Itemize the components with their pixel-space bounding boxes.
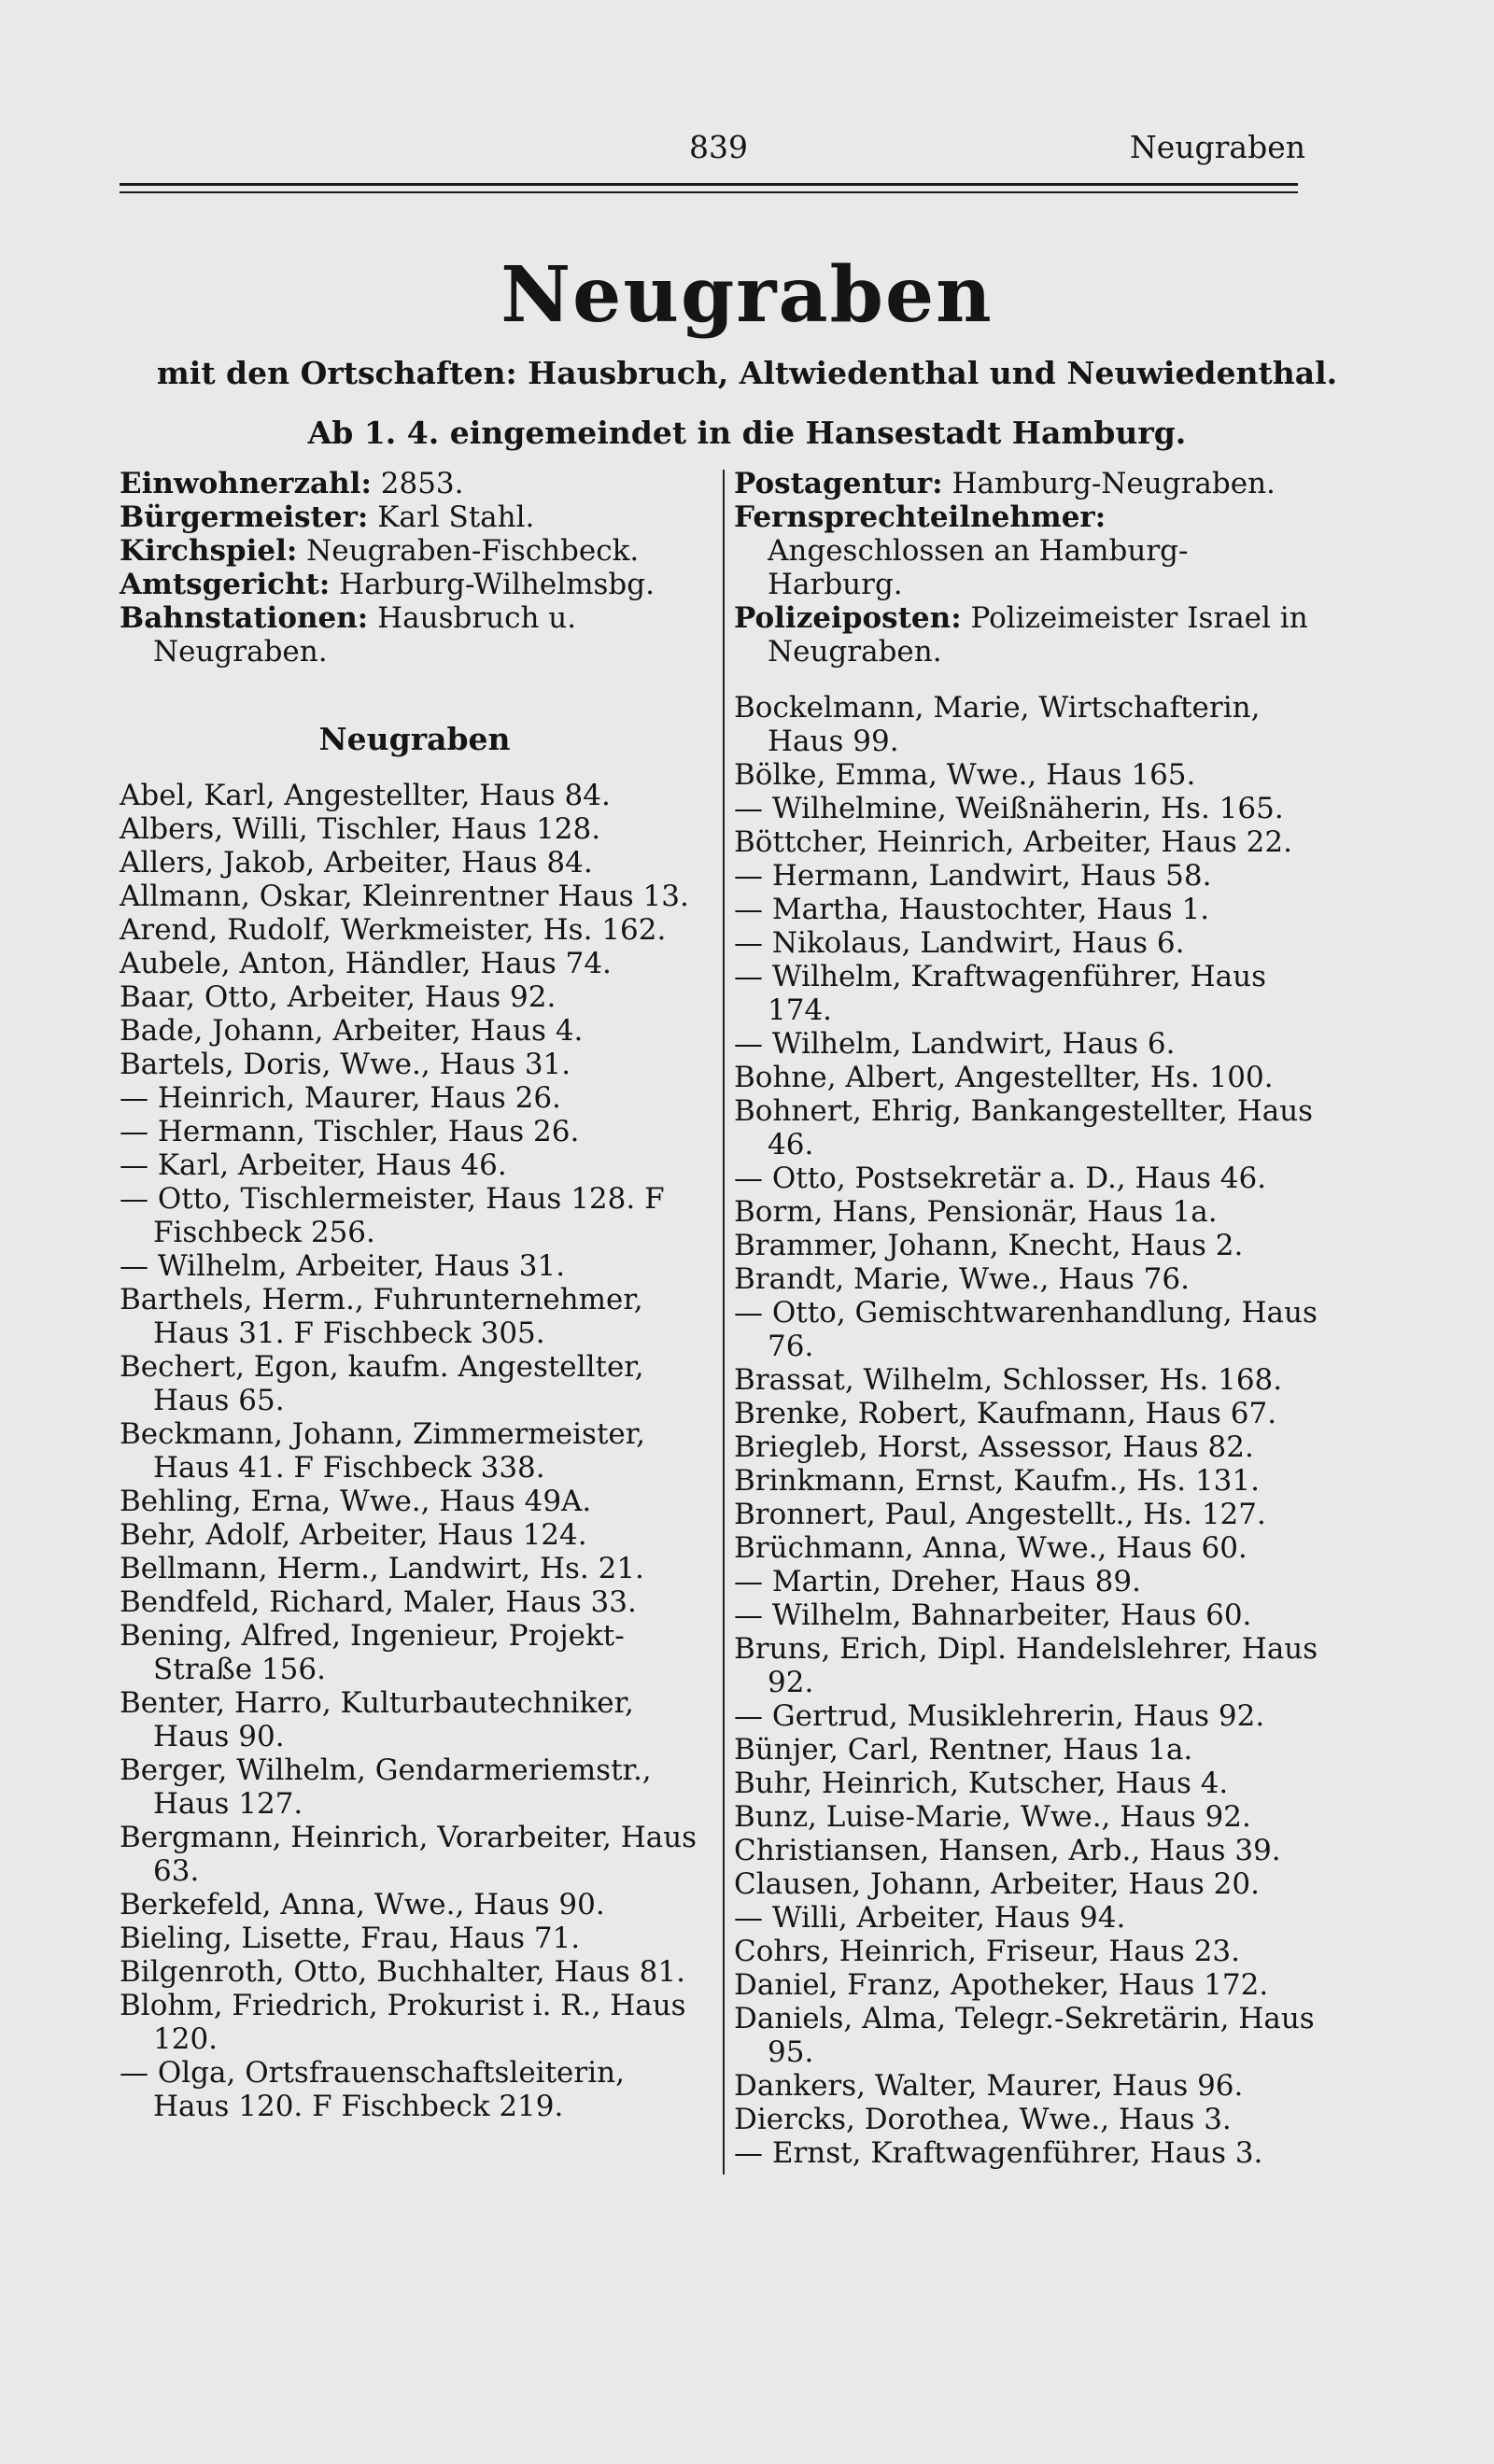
- directory-entry: Brinkmann, Ernst, Kaufm., Hs. 131.: [734, 1464, 1260, 1498]
- directory-entry: Aubele, Anton, Händler, Haus 74.: [120, 947, 612, 980]
- section-heading: Neugraben: [318, 721, 511, 757]
- directory-entry: Böttcher, Heinrich, Arbeiter, Haus 22.: [734, 825, 1292, 859]
- right-column: [734, 467, 1322, 2170]
- directory-entry: — Wilhelm, Arbeiter, Haus 31.: [120, 1249, 566, 1283]
- info-key: Postagentur:: [734, 467, 943, 500]
- info-key: Polizeiposten:: [734, 601, 962, 635]
- directory-entry: Buhr, Heinrich, Kutscher, Haus 4.: [734, 1767, 1229, 1800]
- directory-entry: Benter, Harro, Kulturbautechniker, Haus 90.: [120, 1686, 634, 1753]
- info-row: [120, 601, 710, 669]
- right-entry-list: [734, 691, 1322, 2170]
- directory-entry: — Willi, Arbeiter, Haus 94.: [734, 1901, 1126, 1935]
- info-key: Kirchspiel:: [120, 534, 298, 568]
- directory-entry: — Heinrich, Maurer, Haus 26.: [120, 1081, 561, 1115]
- info-row: [120, 534, 710, 568]
- directory-entry: Bechert, Egon, kaufm. Angestellter, Haus 65.: [120, 1350, 644, 1417]
- directory-entry: Bieling, Lisette, Frau, Haus 71.: [120, 1922, 581, 1955]
- info-key: Bahnstationen:: [120, 601, 369, 635]
- directory-entry: — Hermann, Tischler, Haus 26.: [120, 1115, 580, 1148]
- directory-entry: Diercks, Dorothea, Wwe., Haus 3.: [734, 2103, 1232, 2136]
- directory-entry: Arend, Rudolf, Werkmeister, Hs. 162.: [120, 913, 667, 947]
- directory-entry: — Hermann, Landwirt, Haus 58.: [734, 859, 1212, 893]
- page-number: 839: [689, 129, 748, 165]
- info-value: Karl Stahl.: [368, 500, 535, 534]
- page-title: Neugraben: [500, 250, 994, 340]
- info-value: 2853.: [371, 467, 464, 500]
- directory-entry: Bendfeld, Richard, Maler, Haus 33.: [120, 1585, 637, 1619]
- directory-entry: Borm, Hans, Pensionär, Haus 1a.: [734, 1195, 1218, 1229]
- info-value: Hamburg-Neugraben.: [942, 467, 1276, 500]
- directory-entry: Brandt, Marie, Wwe., Haus 76.: [734, 1262, 1190, 1296]
- directory-entry: Albers, Willi, Tischler, Haus 128.: [120, 812, 601, 846]
- directory-entry: — Gertrud, Musiklehrerin, Haus 92.: [734, 1699, 1265, 1733]
- info-row: [734, 467, 1322, 500]
- info-key: Amtsgericht:: [120, 568, 331, 601]
- info-key: Bürgermeister:: [120, 500, 369, 534]
- info-row: [734, 601, 1322, 669]
- directory-entry: Behling, Erna, Wwe., Haus 49A.: [120, 1485, 592, 1518]
- directory-entry: Dankers, Walter, Maurer, Haus 96.: [734, 2069, 1244, 2103]
- directory-entry: Bergmann, Heinrich, Vorarbeiter, Haus 63.: [120, 1821, 698, 1888]
- directory-entry: Briegleb, Horst, Assessor, Haus 82.: [734, 1430, 1254, 1464]
- directory-entry: Daniels, Alma, Telegr.-Sekretärin, Haus 95.: [734, 2002, 1315, 2069]
- directory-entry: Bünjer, Carl, Rentner, Haus 1a.: [734, 1733, 1193, 1767]
- directory-entry: Bohne, Albert, Angestellter, Hs. 100.: [734, 1061, 1274, 1094]
- info-value: Angeschlossen an Hamburg-Harburg.: [768, 534, 1189, 601]
- directory-entry: Christiansen, Hansen, Arb., Haus 39.: [734, 1834, 1281, 1867]
- directory-entry: — Nikolaus, Landwirt, Haus 6.: [734, 926, 1185, 960]
- directory-entry: Bellmann, Herm., Landwirt, Hs. 21.: [120, 1552, 644, 1585]
- directory-entry: Beckmann, Johann, Zimmermeister, Haus 41. F Fischbeck 338.: [120, 1417, 646, 1485]
- directory-entry: Bruns, Erich, Dipl. Handelslehrer, Haus 92.: [734, 1632, 1318, 1699]
- incorporation-note: Ab 1. 4. eingemeindet in die Hansestadt Hamburg.: [307, 415, 1187, 451]
- directory-entry: Brüchmann, Anna, Wwe., Haus 60.: [734, 1531, 1247, 1565]
- directory-entry: Brassat, Wilhelm, Schlosser, Hs. 168.: [734, 1363, 1283, 1397]
- directory-entry: — Wilhelm, Kraftwagenführer, Haus 174.: [734, 960, 1266, 1027]
- directory-entry: — Otto, Gemischtwarenhandlung, Haus 76.: [734, 1296, 1318, 1363]
- directory-entry: Cohrs, Heinrich, Friseur, Haus 23.: [734, 1935, 1240, 1968]
- directory-entry: Bohnert, Ehrig, Bankangestellter, Haus 46.: [734, 1094, 1314, 1162]
- directory-entry: Bronnert, Paul, Angestellt., Hs. 127.: [734, 1498, 1266, 1531]
- header-rule-thick: [120, 183, 1298, 186]
- directory-entry: Bunz, Luise-Marie, Wwe., Haus 92.: [734, 1800, 1251, 1834]
- directory-entry: — Ernst, Kraftwagenführer, Haus 3.: [734, 2136, 1263, 2170]
- directory-entry: Brenke, Robert, Kaufmann, Haus 67.: [734, 1397, 1277, 1430]
- info-row: [120, 500, 710, 534]
- info-row: [120, 568, 710, 601]
- directory-entry: Brammer, Johann, Knecht, Haus 2.: [734, 1229, 1244, 1262]
- directory-entry: Blohm, Friedrich, Prokurist i. R., Haus 120.: [120, 1989, 686, 2056]
- running-head: Neugraben: [1129, 129, 1305, 165]
- directory-entry: Bölke, Emma, Wwe., Haus 165.: [734, 758, 1196, 792]
- directory-entry: Baar, Otto, Arbeiter, Haus 92.: [120, 980, 557, 1014]
- directory-entry: Abel, Karl, Angestellter, Haus 84.: [120, 779, 611, 812]
- directory-entry: — Karl, Arbeiter, Haus 46.: [120, 1148, 507, 1182]
- column-divider: [723, 470, 725, 2175]
- directory-entry: Berkefeld, Anna, Wwe., Haus 90.: [120, 1888, 605, 1922]
- directory-entry: — Otto, Tischlermeister, Haus 128. F Fischbeck 256.: [120, 1182, 665, 1249]
- directory-entry: — Martha, Haustochter, Haus 1.: [734, 893, 1210, 926]
- directory-entry: — Otto, Postsekretär a. D., Haus 46.: [734, 1162, 1267, 1195]
- directory-entry: Daniel, Franz, Apotheker, Haus 172.: [734, 1968, 1269, 2002]
- directory-entry: Bening, Alfred, Ingenieur, Projekt-Straße 156.: [120, 1619, 625, 1686]
- directory-entry: Bade, Johann, Arbeiter, Haus 4.: [120, 1014, 584, 1048]
- directory-entry: Bartels, Doris, Wwe., Haus 31.: [120, 1048, 571, 1081]
- directory-entry: — Martin, Dreher, Haus 89.: [734, 1565, 1141, 1598]
- page-subtitle: mit den Ortschaften: Hausbruch, Altwiedenthal und Neuwiedenthal.: [156, 355, 1338, 391]
- directory-entry: Berger, Wilhelm, Gendarmeriemstr., Haus 127.: [120, 1753, 652, 1821]
- directory-entry: Behr, Adolf, Arbeiter, Haus 124.: [120, 1518, 587, 1552]
- left-column: [120, 467, 710, 2123]
- info-key: Einwohnerzahl:: [120, 467, 372, 500]
- info-row: [734, 500, 1322, 601]
- directory-entry: — Wilhelm, Landwirt, Haus 6.: [734, 1027, 1176, 1061]
- directory-entry: Clausen, Johann, Arbeiter, Haus 20.: [734, 1867, 1260, 1901]
- directory-entry: — Olga, Ortsfrauenschaftsleiterin, Haus 120. F Fischbeck 219.: [120, 2056, 625, 2123]
- right-spacer: [734, 669, 1322, 691]
- left-entry-list: [120, 779, 710, 2123]
- info-value: Harburg-Wilhelmsbg.: [330, 568, 655, 601]
- directory-entry: Allers, Jakob, Arbeiter, Haus 84.: [120, 846, 593, 880]
- left-info-block: [120, 467, 710, 669]
- info-value: Neugraben-Fischbeck.: [297, 534, 640, 568]
- info-value: Hausbruch u. Neugraben.: [153, 601, 577, 669]
- info-value: Polizeimeister Israel in Neugraben.: [768, 601, 1308, 669]
- directory-entry: Bilgenroth, Otto, Buchhalter, Haus 81.: [120, 1955, 685, 1989]
- directory-entry: — Wilhelmine, Weißnäherin, Hs. 165.: [734, 792, 1284, 825]
- right-info-block: [734, 467, 1322, 669]
- directory-entry: Bockelmann, Marie, Wirtschafterin, Haus 99.: [734, 691, 1261, 758]
- header-rule-thin: [120, 191, 1298, 193]
- info-key: Fernsprechteilnehmer:: [734, 500, 1106, 534]
- directory-entry: Allmann, Oskar, Kleinrentner Haus 13.: [120, 880, 689, 913]
- directory-entry: — Wilhelm, Bahnarbeiter, Haus 60.: [734, 1598, 1252, 1632]
- directory-entry: Barthels, Herm., Fuhrunternehmer, Haus 31. F Fischbeck 305.: [120, 1283, 643, 1350]
- info-row: [120, 467, 710, 500]
